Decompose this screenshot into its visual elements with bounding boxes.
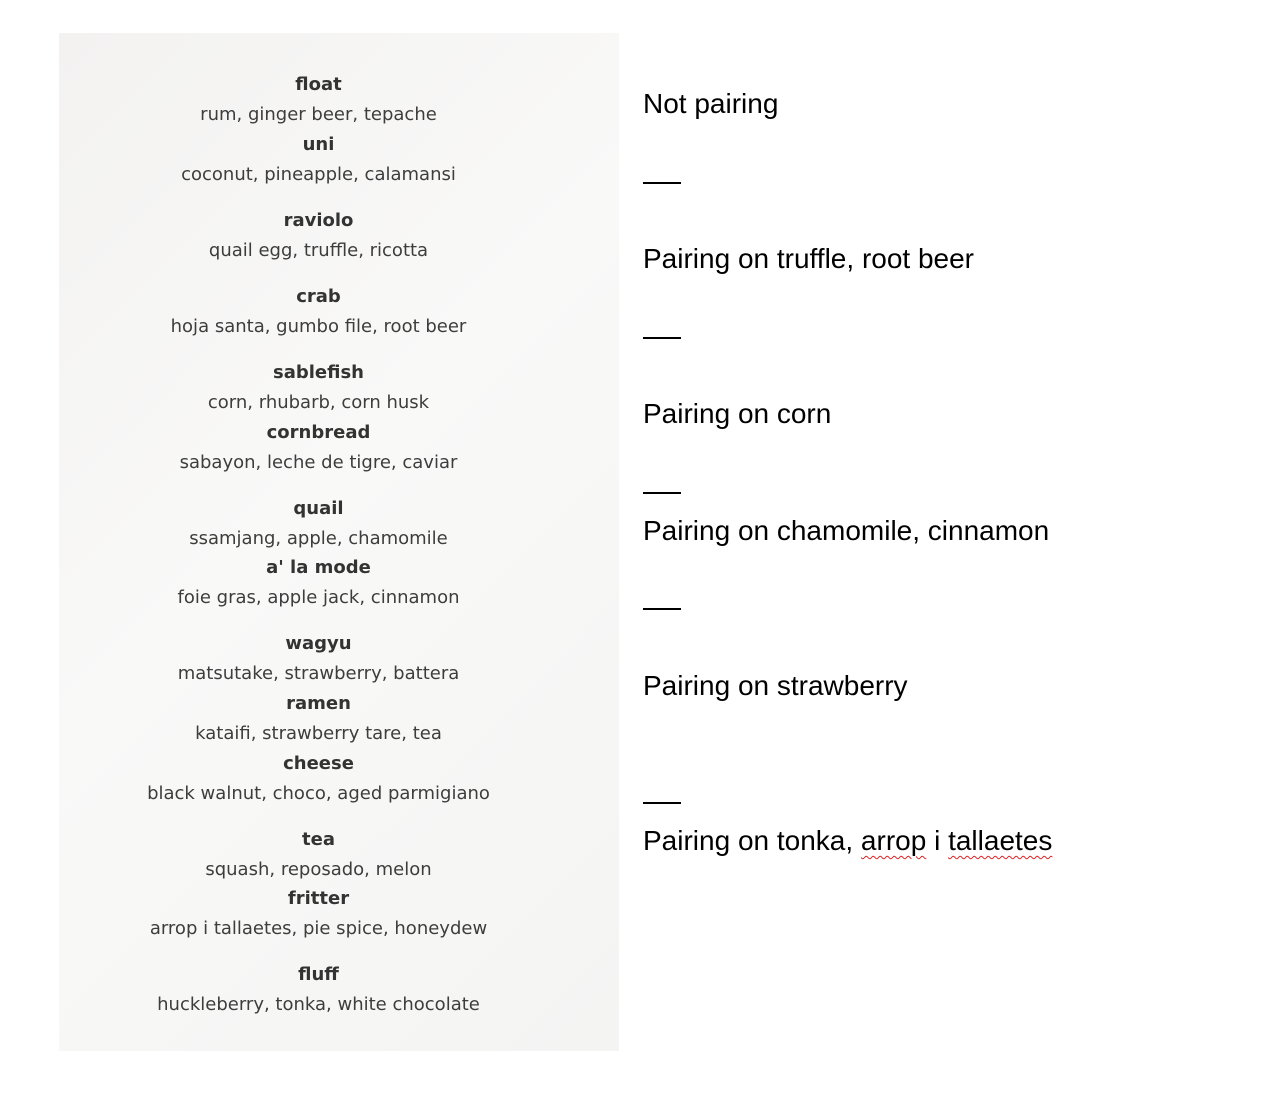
- dish-name: crab: [296, 286, 341, 307]
- menu-item-fritter: [59, 884, 578, 944]
- dish-description: corn, rhubarb, corn husk: [207, 392, 430, 413]
- divider: [643, 608, 681, 610]
- dish-name: sablefish: [273, 362, 364, 383]
- dish-description: kataifi, strawberry tare, tea: [195, 723, 442, 744]
- dish-description: rum, ginger beer, tepache: [200, 104, 437, 125]
- misspelled-word[interactable]: arrop: [860, 825, 927, 856]
- note-text: Pairing on tonka,: [643, 825, 861, 856]
- dish-description: foie gras, apple jack, cinnamon: [177, 587, 460, 608]
- dish-description: ssamjang, apple, chamomile: [189, 528, 448, 549]
- menu-item-fluff: [59, 960, 578, 1020]
- dish-name: cornbread: [266, 422, 371, 443]
- dish-name: fluff: [298, 964, 339, 985]
- note-pairing-tonka: [643, 825, 1052, 857]
- dish-name: wagyu: [285, 633, 352, 654]
- dish-name: raviolo: [283, 210, 354, 231]
- divider: [643, 492, 681, 494]
- dish-description: hoja santa, gumbo file, root beer: [170, 316, 467, 337]
- dish-description: quail egg, truffle, ricotta: [208, 240, 429, 261]
- menu-item-uni: [59, 130, 578, 190]
- menu-item-wagyu: [59, 629, 578, 689]
- pairing-notes: [643, 0, 1263, 1110]
- menu-item-sablefish: [59, 358, 578, 418]
- menu-item-quail: [59, 494, 578, 554]
- dish-description: squash, reposado, melon: [205, 859, 432, 880]
- dish-name: uni: [302, 134, 335, 155]
- menu-panel: [59, 33, 619, 1051]
- dish-description: huckleberry, tonka, white chocolate: [157, 994, 480, 1015]
- dish-name: cheese: [283, 753, 354, 774]
- dish-description: arrop i tallaetes, pie spice, honeydew: [149, 918, 488, 939]
- dish-description: coconut, pineapple, calamansi: [181, 164, 456, 185]
- divider: [643, 802, 681, 804]
- menu-item-tea: [59, 825, 578, 885]
- dish-name: float: [295, 74, 342, 95]
- dish-description: sabayon, leche de tigre, caviar: [179, 452, 458, 473]
- dish-name: quail: [293, 498, 344, 519]
- divider: [643, 337, 681, 339]
- dish-name: tea: [302, 829, 335, 850]
- note-pairing-strawberry: Pairing on strawberry: [643, 670, 908, 701]
- note-pairing-chamomile: Pairing on chamomile, cinnamon: [643, 515, 1050, 546]
- menu-item-ramen: [59, 689, 578, 749]
- dish-name: a' la mode: [266, 557, 371, 578]
- dish-description: matsutake, strawberry, battera: [177, 663, 460, 684]
- menu-item-raviolo: [59, 206, 578, 266]
- menu-item-crab: [59, 282, 578, 342]
- menu-item-cornbread: [59, 418, 578, 478]
- misspelled-word[interactable]: tallaetes: [948, 825, 1053, 856]
- note-pairing-truffle: Pairing on truffle, root beer: [643, 243, 975, 274]
- menu-item-cheese: [59, 749, 578, 809]
- dish-name: fritter: [287, 888, 350, 909]
- note-pairing-corn: Pairing on corn: [643, 398, 832, 429]
- note-text: i: [926, 825, 949, 856]
- dish-description: black walnut, choco, aged parmigiano: [147, 783, 490, 804]
- divider: [643, 182, 681, 184]
- dish-name: ramen: [286, 693, 351, 714]
- note-not-pairing: Not pairing: [643, 88, 779, 119]
- menu-item-a-la-mode: [59, 553, 578, 613]
- menu-item-float: [59, 70, 578, 130]
